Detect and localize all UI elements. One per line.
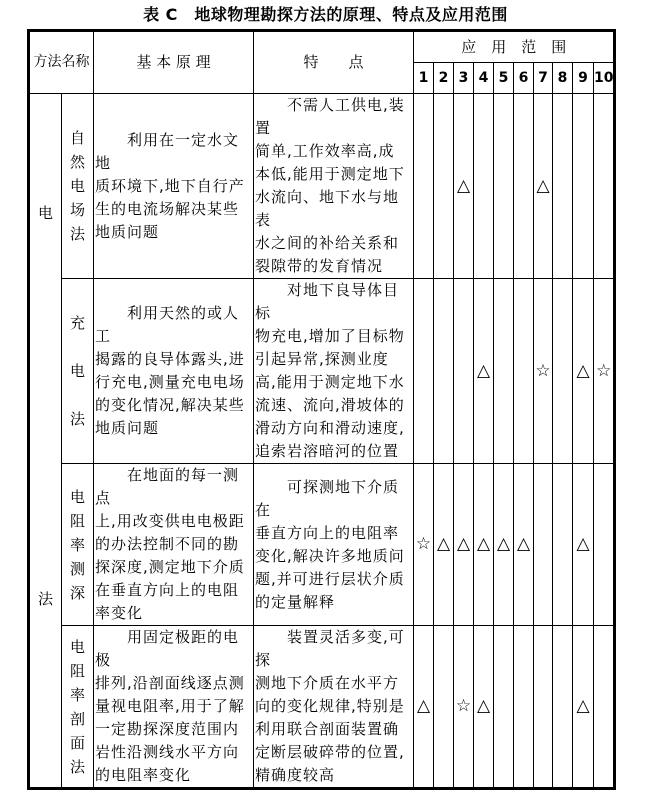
scope-cell	[553, 279, 573, 464]
scope-number-6: 6	[514, 63, 534, 94]
header-features: 特 点	[254, 31, 414, 94]
scope-cell	[594, 94, 615, 279]
triangle-mark-icon: △	[494, 464, 514, 626]
triangle-mark-icon: △	[514, 464, 534, 626]
triangle-mark-icon: △	[573, 464, 594, 626]
scope-cell	[434, 94, 454, 279]
principle-cell: 利用在一定水文地 质环境下,地下自行产 生的电流场解决某些 地质问题	[94, 94, 254, 279]
scope-number-5: 5	[494, 63, 514, 94]
principle-cell: 用固定极距的电极 排列,沿剖面线逐点测 量视电阻率,用于了解 一定勘探深度范围内 岩性沿测线水平方向 的电阻率变化	[94, 626, 254, 789]
scope-cell	[454, 279, 474, 464]
principle-cell: 在地面的每一测点 上,用改变供电电极距 的办法控制不同的勘 探深度,测定地下介质 在垂直方向上的电阻 率变化	[94, 464, 254, 626]
scope-cell	[494, 94, 514, 279]
scope-cell	[534, 464, 553, 626]
geophysics-methods-table	[27, 29, 616, 790]
star-mark-icon: ☆	[594, 279, 615, 464]
scope-number-3: 3	[454, 63, 474, 94]
scope-cell	[594, 464, 615, 626]
scope-number-8: 8	[553, 63, 573, 94]
scope-cell	[434, 279, 454, 464]
method-name: 自 然 电 场 法	[62, 94, 94, 279]
scope-cell	[494, 279, 514, 464]
scope-cell	[494, 626, 514, 789]
scope-cell	[594, 626, 615, 789]
group-label-electrical-method	[29, 94, 62, 789]
scope-cell	[573, 94, 594, 279]
group-char-1: 电	[37, 204, 53, 222]
header-method-name: 方法名称	[29, 31, 94, 94]
triangle-mark-icon: △	[573, 626, 594, 789]
star-mark-icon: ☆	[534, 279, 553, 464]
triangle-mark-icon: △	[434, 464, 454, 626]
triangle-mark-icon: △	[474, 279, 494, 464]
scope-cell	[474, 94, 494, 279]
header-principle: 基 本 原 理	[94, 31, 254, 94]
scope-number-10: 10	[594, 63, 615, 94]
table-row	[29, 626, 615, 789]
scope-cell	[553, 464, 573, 626]
scope-cell	[414, 94, 434, 279]
triangle-mark-icon: △	[454, 464, 474, 626]
table-row	[29, 464, 615, 626]
method-name: 充 电 法	[62, 279, 94, 464]
triangle-mark-icon: △	[534, 94, 553, 279]
scope-cell	[514, 94, 534, 279]
features-cell: 对地下良导体目标 物充电,增加了目标物 引起异常,探测业度 高,能用于测定地下水 流速、流向,滑坡体的 滑动方向和滑动速度, 追索岩溶暗河的位置	[254, 279, 414, 464]
triangle-mark-icon: △	[573, 279, 594, 464]
triangle-mark-icon: △	[414, 626, 434, 789]
table-row	[29, 279, 615, 464]
scope-number-7: 7	[534, 63, 553, 94]
scope-number-1: 1	[414, 63, 434, 94]
features-cell: 不需人工供电,装置 简单,工作效率高,成 本低,能用于测定地下 水流向、地下水与地表 水之间的补给关系和 裂隙带的发育情况	[254, 94, 414, 279]
scope-cell	[514, 626, 534, 789]
scope-cell	[553, 94, 573, 279]
table-row	[29, 94, 615, 279]
scope-cell	[434, 626, 454, 789]
scope-number-9: 9	[573, 63, 594, 94]
scope-number-2: 2	[434, 63, 454, 94]
principle-cell: 利用天然的或人工 揭露的良导体露头,进 行充电,测量充电电场 的变化情况,解决某些 地质问题	[94, 279, 254, 464]
triangle-mark-icon: △	[474, 626, 494, 789]
method-name: 电 阻 率 测 深	[62, 464, 94, 626]
scope-cell	[414, 279, 434, 464]
star-mark-icon: ☆	[414, 464, 434, 626]
scope-cell	[553, 626, 573, 789]
group-char-2: 法	[37, 590, 53, 608]
scope-cell	[534, 626, 553, 789]
features-cell: 装置灵活多变,可探 测地下介质在水平方 向的变化规律,特别是 利用联合剖面装置确 定断层破碎带的位置, 精确度较高	[254, 626, 414, 789]
table-title: 表 C 地球物理勘探方法的原理、特点及应用范围	[143, 5, 508, 24]
triangle-mark-icon: △	[474, 464, 494, 626]
header-application-scope: 应 用 范 围	[414, 31, 615, 63]
triangle-mark-icon: △	[454, 94, 474, 279]
scope-cell	[514, 279, 534, 464]
method-name: 电 阻 率 剖 面 法	[62, 626, 94, 789]
scope-number-4: 4	[474, 63, 494, 94]
star-mark-icon: ☆	[454, 626, 474, 789]
features-cell: 可探测地下介质在 垂直方向上的电阻率 变化,解决许多地质问 题,并可进行层状介质 的定量解释	[254, 464, 414, 626]
